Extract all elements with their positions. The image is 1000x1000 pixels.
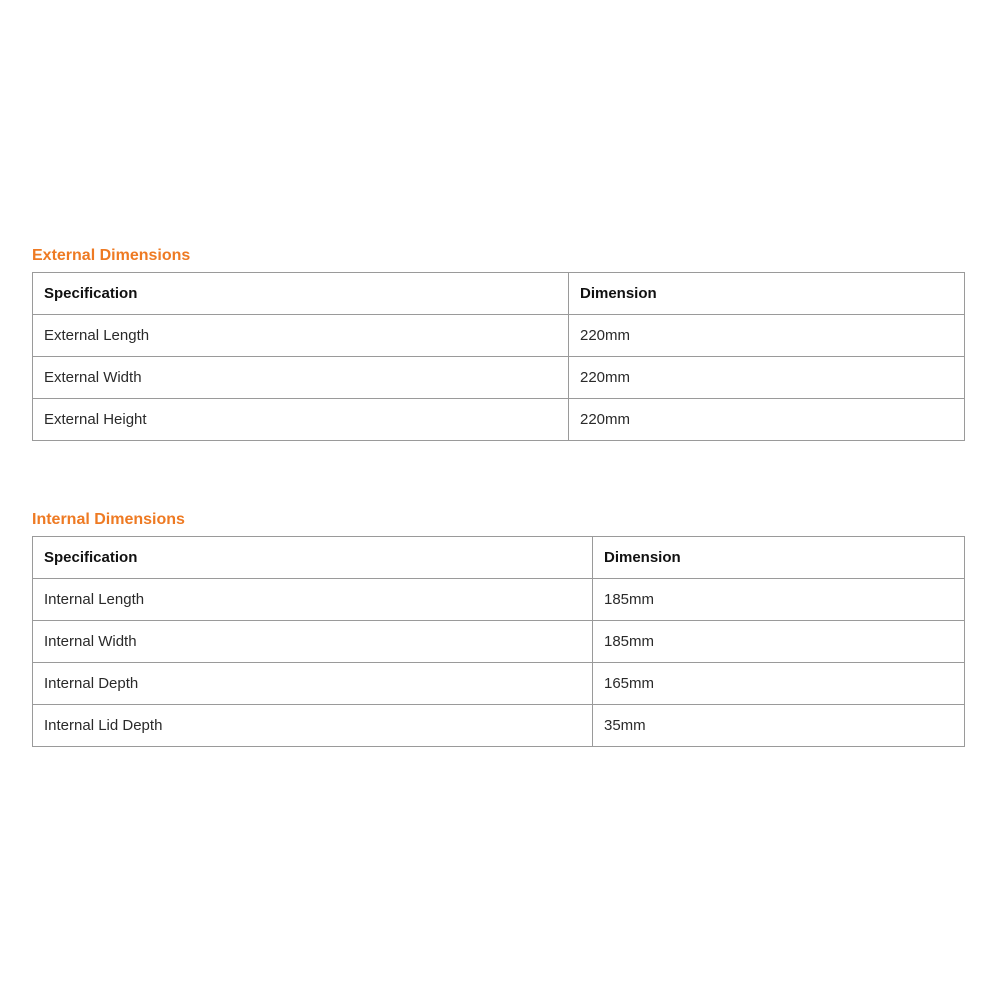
table-row xyxy=(33,315,965,357)
specification-cell: External Height xyxy=(33,399,569,441)
table-row xyxy=(33,579,965,621)
specification-cell: Internal Lid Depth xyxy=(33,705,593,747)
table-row xyxy=(33,621,965,663)
internal-dimensions-section xyxy=(32,508,964,747)
dimension-cell: 35mm xyxy=(593,705,965,747)
dimension-cell: 185mm xyxy=(593,621,965,663)
internal-dimensions-heading: Internal Dimensions xyxy=(32,511,185,528)
column-header-dimension: Dimension xyxy=(593,537,965,579)
specification-cell: Internal Length xyxy=(33,579,593,621)
table-row xyxy=(33,357,965,399)
specification-cell: Internal Depth xyxy=(33,663,593,705)
dimension-cell: 220mm xyxy=(569,357,965,399)
external-dimensions-table xyxy=(32,272,965,441)
internal-dimensions-table xyxy=(32,536,965,747)
column-header-specification: Specification xyxy=(33,537,593,579)
column-header-dimension: Dimension xyxy=(569,273,965,315)
column-header-specification: Specification xyxy=(33,273,569,315)
specification-cell: External Width xyxy=(33,357,569,399)
dimension-cell: 185mm xyxy=(593,579,965,621)
table-row xyxy=(33,705,965,747)
table-header-row xyxy=(33,537,965,579)
table-row xyxy=(33,399,965,441)
dimension-cell: 220mm xyxy=(569,315,965,357)
external-dimensions-section xyxy=(32,244,964,441)
specification-cell: Internal Width xyxy=(33,621,593,663)
table-header-row xyxy=(33,273,965,315)
dimension-cell: 165mm xyxy=(593,663,965,705)
dimension-cell: 220mm xyxy=(569,399,965,441)
external-dimensions-heading: External Dimensions xyxy=(32,247,191,264)
table-row xyxy=(33,663,965,705)
specification-cell: External Length xyxy=(33,315,569,357)
